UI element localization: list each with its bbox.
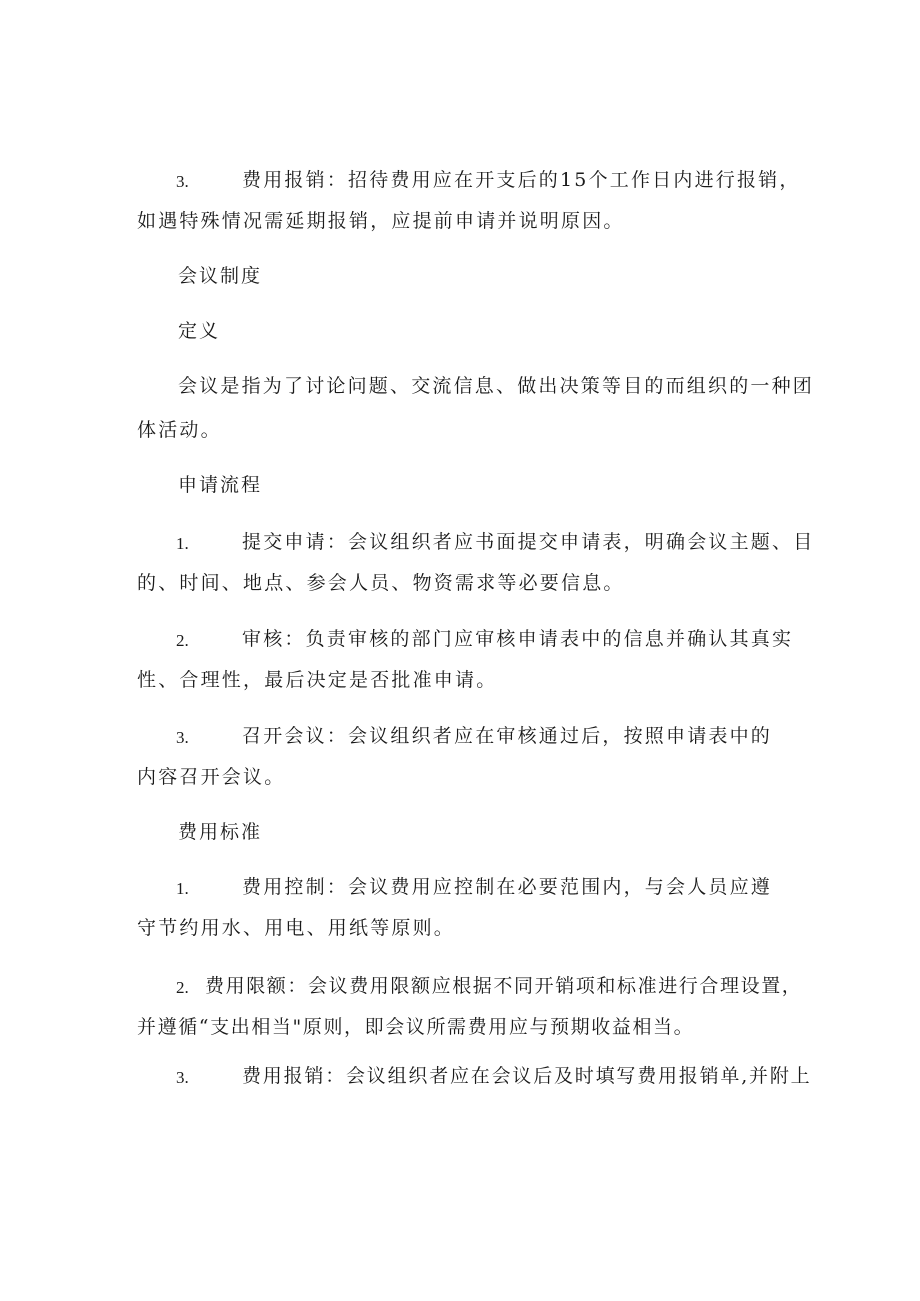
paragraph-line: 如遇特殊情况需延期报销，应提前申请并说明原因。 — [137, 210, 625, 232]
list-number: 1. — [176, 879, 189, 898]
list-number: 3. — [176, 1068, 189, 1087]
section-heading: 申请流程 — [178, 474, 263, 496]
paragraph-line: 的、时间、地点、参会人员、物资需求等必要信息。 — [137, 572, 625, 594]
list-number: 2. — [176, 631, 189, 650]
paragraph-line: 费用报销：招待费用应在开支后的15个工作日内进行报销， — [242, 169, 801, 191]
paragraph-line: 费用控制：会议费用应控制在必要范围内，与会人员应遵 — [242, 876, 773, 898]
paragraph-line: 费用报销：会议组织者应在会议后及时填写费用报销单,并附上 — [242, 1065, 812, 1087]
list-number: 3. — [176, 172, 189, 191]
paragraph-line: 提交申请：会议组织者应书面提交申请表，明确会议主题、目 — [242, 531, 815, 553]
list-number: 1. — [176, 534, 189, 553]
paragraph-line: 守节约用水、用电、用纸等原则。 — [137, 917, 456, 939]
list-number: 3. — [176, 728, 189, 747]
paragraph-line: 召开会议：会议组织者应在审核通过后，按照申请表中的 — [242, 725, 773, 747]
paragraph-line: 内容召开会议。 — [137, 766, 286, 788]
paragraph-line: 审核：负责审核的部门应审核申请表中的信息并确认其真实 — [242, 628, 794, 650]
paragraph-line: 性、合理性，最后决定是否批准申请。 — [137, 669, 498, 691]
paragraph-line: 并遵循“支出相当"原则，即会议所需费用应与预期收益相当。 — [137, 1016, 695, 1038]
list-number: 2. — [176, 978, 189, 997]
paragraph-line: 费用限额：会议费用限额应根据不同开销项和标准进行合理设置， — [205, 975, 803, 997]
section-heading: 定义 — [178, 320, 221, 342]
paragraph-line: 体活动。 — [137, 419, 222, 441]
section-heading: 费用标准 — [178, 821, 263, 843]
paragraph-line: 会议是指为了讨论问题、交流信息、做出决策等目的而组织的一种团 — [178, 375, 815, 397]
section-heading: 会议制度 — [178, 265, 263, 287]
